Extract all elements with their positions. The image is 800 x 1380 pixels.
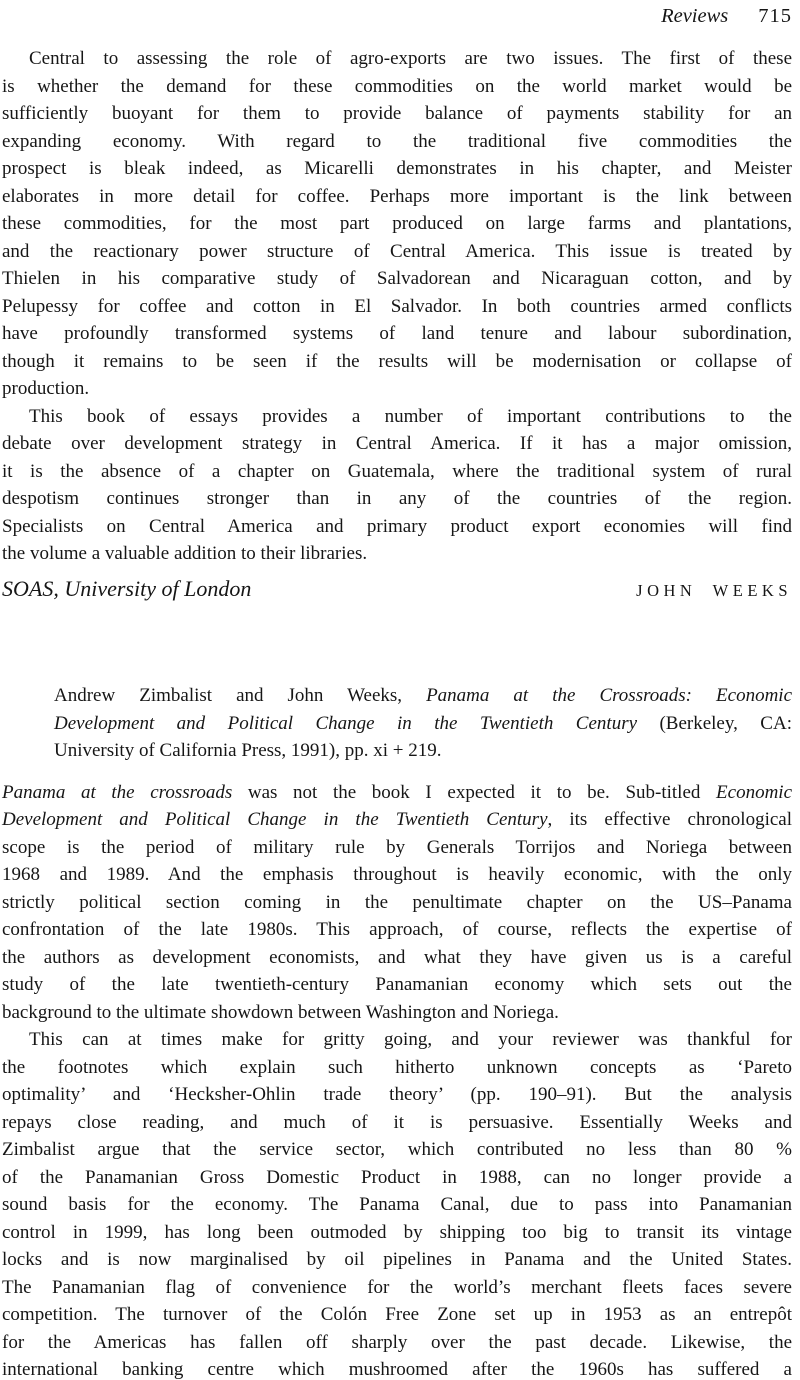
text-line [2,458,792,486]
text-line [2,293,792,321]
text-segment: these commodities, for the most part produced on large farms and plantations, [2,213,792,234]
italic-text-segment: Development and Political Change in the Twentieth Century [2,809,548,830]
text-line [2,1081,792,1109]
text-segment: for the Americas has fallen off sharply over the past decade. Likewise, the [2,1331,792,1353]
text-line [2,1274,792,1302]
book-citation [54,682,792,765]
text-segment: This can at times make for gritty going, and your reviewer was thankful for [29,1029,792,1050]
text-line [2,999,792,1027]
text-segment: Zimbalist argue that the service sector, which contributed no less than 80 % [2,1139,792,1160]
review1-signature [2,575,792,603]
text-segment: control in 1999, has long been outmoded by shipping too big to transit its vintage [2,1221,792,1243]
text-segment: was not the book I expected it to be. Sub-titled [232,781,717,803]
running-head-title: Reviews [661,5,729,27]
text-segment: Pelupessy for coffee and cotton in El Salvador. In both countries armed conflicts [2,295,792,317]
text-segment: it is the absence of a chapter on Guatemala, where the traditional system of rural [2,460,792,482]
text-segment: the authors as development economists, and what they have given us is a careful [2,946,792,968]
text-line [2,834,792,862]
text-line [2,100,792,128]
italic-text-segment: Panama at the crossroads [2,781,233,803]
text-line [2,1109,792,1137]
text-segment: study of the late twentieth-century Panamanian economy which sets out the [2,974,792,995]
text-line [54,737,792,765]
italic-text-segment: Development and Political Change in the Twentieth Century [54,712,660,734]
text-line [2,861,792,889]
text-line [2,265,792,293]
text-line [2,238,792,266]
italic-text-segment: Economic [716,781,793,803]
text-line [54,682,792,710]
text-segment: though it remains to be seen if the results will be modernisation or collapse of [2,350,792,372]
review1-paragraph2 [2,403,792,568]
text-segment: is whether the demand for these commodities on the world market would be [2,75,792,97]
text-line [2,1356,792,1380]
text-line [2,375,792,403]
text-segment: scope is the period of military rule by Generals Torrijos and Noriega between [2,836,792,858]
italic-text-segment: Panama at the Crossroads: Economic [426,685,793,706]
text-line [2,540,792,568]
text-segment: This book of essays provides a number of important contributions to the [29,405,792,427]
text-segment: confrontation of the late 1980s. This approach, of course, reflects the expertise of [2,919,792,940]
text-segment: Specialists on Central America and primary product export economies will find [2,515,792,537]
text-segment: 1968 and 1989. And the emphasis throughout is heavily economic, with the only [2,864,792,885]
text-segment: the volume a valuable addition to their libraries. [2,543,368,564]
text-segment: of the Panamanian Gross Domestic Product in 1988, can no longer provide a [2,1166,792,1188]
text-segment: Andrew Zimbalist and John Weeks, [54,685,427,706]
text-segment: The Panamanian flag of convenience for the world’s merchant fleets faces severe [2,1276,792,1298]
text-line [2,183,792,211]
text-segment: (Berkeley, CA: [659,712,792,734]
text-line [2,916,792,944]
text-segment: locks and is now marginalised by oil pipelines in Panama and the United States. [2,1249,792,1270]
text-segment: Central to assessing the role of agro-exports are two issues. The first of these [29,48,792,69]
text-line [2,1329,792,1357]
text-segment: , its effective chronological [547,809,792,830]
review2-paragraph1 [2,779,792,1027]
text-line [2,45,792,73]
text-line [2,348,792,376]
page-number: 715 [758,5,792,27]
text-line [2,1191,792,1219]
text-line [2,806,792,834]
text-segment: competition. The turnover of the Colón Free Zone set up in 1953 as an entrepôt [2,1304,792,1325]
review1-paragraph1 [2,45,792,403]
text-line [2,155,792,183]
text-line [2,1164,792,1192]
text-line [2,403,792,431]
running-head [2,3,792,30]
text-line [2,1136,792,1164]
text-segment: repays close reading, and much of it is persuasive. Essentially Weeks and [2,1111,792,1133]
text-segment: sound basis for the economy. The Panama Canal, due to pass into Panamanian [2,1194,792,1215]
text-line [2,944,792,972]
text-segment: strictly political section coming in the penultimate chapter on the US–Panama [2,891,792,913]
text-segment: prospect is bleak indeed, as Micarelli demonstrates in his chapter, and Meister [2,158,792,179]
text-line [2,73,792,101]
review2-paragraph2 [2,1026,792,1380]
text-segment: production. [2,378,90,399]
text-segment: expanding economy. With regard to the traditional five commodities the [2,130,792,152]
reviewer-affiliation: SOAS, University of London [2,575,252,601]
text-segment: despotism continues stronger than in any of the countries of the region. [2,488,792,509]
text-segment: University of California Press, 1991), pp. xi + 219. [54,740,442,761]
text-segment: elaborates in more detail for coffee. Perhaps more important is the link between [2,185,792,207]
text-line [2,779,792,807]
text-line [2,128,792,156]
text-line [2,485,792,513]
text-line [2,430,792,458]
text-segment: international banking centre which mushroomed after the 1960s has suffered a [2,1359,792,1380]
reviewer-name: JOHN WEEKS [636,580,792,600]
text-line [2,210,792,238]
text-line [2,1026,792,1054]
text-segment: optimality’ and ‘Hecksher-Ohlin trade theory’ (pp. 190–91). But the analysis [2,1084,792,1105]
text-line [2,1246,792,1274]
text-segment: the footnotes which explain such hitherto unknown concepts as ‘Pareto [2,1056,792,1078]
text-segment: sufficiently buoyant for them to provide balance of payments stability for an [2,103,792,124]
text-segment: and the reactionary power structure of Central America. This issue is treated by [2,240,792,262]
text-line [2,1301,792,1329]
text-line [2,889,792,917]
text-line [2,1054,792,1082]
text-segment: background to the ultimate showdown between Washington and Noriega. [2,1001,559,1023]
text-segment: debate over development strategy in Central America. If it has a major omission, [2,433,792,454]
text-segment: Thielen in his comparative study of Salvadorean and Nicaraguan cotton, and by [2,268,792,289]
text-line [2,1219,792,1247]
text-line [2,513,792,541]
text-line [2,971,792,999]
text-line [2,320,792,348]
text-segment: have profoundly transformed systems of land tenure and labour subordination, [2,323,792,344]
text-line [54,710,792,738]
